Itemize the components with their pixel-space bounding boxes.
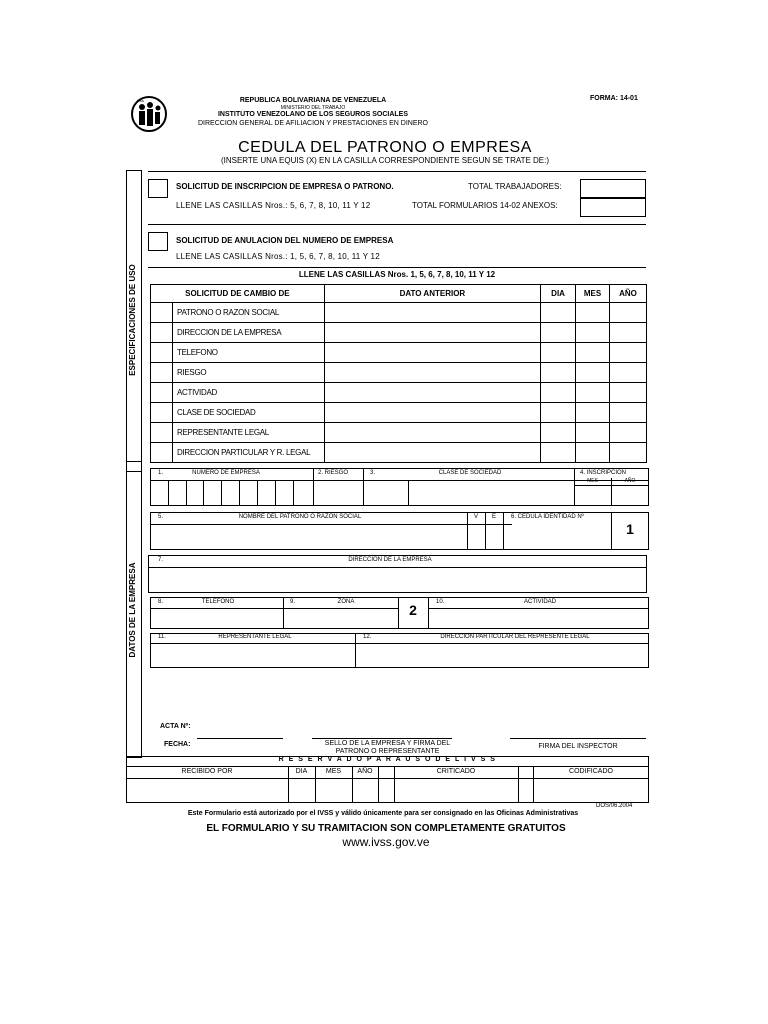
cambio-cell[interactable] xyxy=(541,303,576,323)
digit-cell xyxy=(168,480,169,506)
page-title: CEDULA DEL PATRONO O EMPRESA xyxy=(238,139,532,156)
cambio-cell[interactable] xyxy=(324,443,540,463)
cambio-cell[interactable] xyxy=(610,303,647,323)
cambio-cell[interactable] xyxy=(610,403,647,423)
cambio-llene: LLENE LAS CASILLAS Nros. 1, 5, 6, 7, 8, 10, 11 Y 12 xyxy=(298,270,496,279)
fields-row-5-divider xyxy=(150,524,512,525)
cambio-row-label: RIESGO xyxy=(172,363,320,382)
cambio-cell[interactable] xyxy=(541,343,576,363)
divider xyxy=(150,643,649,644)
field-5-label: NOMBRE DEL PATRONO O RAZON SOCIAL xyxy=(238,514,362,520)
footer-code: DOS/06.2004 xyxy=(596,803,633,809)
field-10-num: 10. xyxy=(436,599,445,605)
divider xyxy=(408,480,409,506)
field-9-num: 9. xyxy=(290,599,296,605)
cambio-row-label: PATRONO O RAZON SOCIAL xyxy=(172,303,320,322)
cambio-cell[interactable] xyxy=(576,423,610,443)
section-rule-1 xyxy=(148,224,646,225)
total-trabajadores-label: TOTAL TRABAJADORES: xyxy=(468,182,562,191)
cambio-cell[interactable] xyxy=(541,323,576,343)
side-divider-2 xyxy=(126,471,142,472)
cambio-cell[interactable] xyxy=(576,343,610,363)
table-row xyxy=(151,363,647,383)
cambio-row-label: TELEFONO xyxy=(172,343,320,362)
codificado-label: CODIFICADO xyxy=(569,768,613,775)
total-trabajadores-field[interactable] xyxy=(580,179,646,198)
field-4-label: 4. INSCRIPCION xyxy=(580,470,627,476)
table-row xyxy=(151,403,647,423)
total-formularios-field[interactable] xyxy=(580,198,646,217)
divider xyxy=(378,766,379,803)
field-12-label: DIRECCION PARTICULAR DEL REPRESENTE LEGAL xyxy=(440,634,590,640)
section-rule-2 xyxy=(148,267,646,268)
side-label-especificaciones: ESPECIFICACIONES DE USO xyxy=(128,264,137,376)
anulacion-checkbox[interactable] xyxy=(148,232,168,251)
marker-1: 1 xyxy=(626,521,634,537)
divider xyxy=(518,766,519,803)
cambio-cell[interactable] xyxy=(324,363,540,383)
cambio-table xyxy=(150,284,647,463)
anulacion-label: SOLICITUD DE ANULACION DEL NUMERO DE EMPRESA xyxy=(176,236,394,245)
ivss-logo-icon xyxy=(128,96,170,132)
fecha-label: FECHA: xyxy=(164,741,191,748)
header-direccion: DIRECCION GENERAL DE AFILIACION Y PRESTACIONES EN DINERO xyxy=(197,120,428,127)
footer-autorizado: Este Formulario está autorizado por el IVSS y válido únicamente para ser consignado en las Oficinas Administrativas xyxy=(187,810,579,817)
firma-inspector-label: FIRMA DEL INSPECTOR xyxy=(538,743,618,750)
reservado-mes: MES xyxy=(325,768,342,775)
field-8-label: TELEFONO xyxy=(201,599,235,605)
top-rule xyxy=(148,171,646,172)
digit-cell xyxy=(293,480,294,506)
marker-2: 2 xyxy=(409,602,417,618)
side-divider xyxy=(126,461,142,462)
divider xyxy=(150,608,398,609)
acta-label: ACTA Nº: xyxy=(160,723,191,730)
reservado-dia: DIA xyxy=(295,768,308,775)
digit-cell xyxy=(275,480,276,506)
cambio-header-solicitud: SOLICITUD DE CAMBIO DE xyxy=(151,285,325,303)
forma-code: FORMA: 14-01 xyxy=(590,95,638,102)
divider xyxy=(355,633,356,668)
digit-cell xyxy=(203,480,204,506)
cambio-cell[interactable] xyxy=(610,383,647,403)
cambio-cell[interactable] xyxy=(610,423,647,443)
field-v[interactable]: V xyxy=(473,514,478,520)
divider xyxy=(283,597,284,629)
digit-cell xyxy=(186,480,187,506)
field-4-mes: MES xyxy=(587,478,598,484)
digit-cell xyxy=(257,480,258,506)
cambio-cell[interactable] xyxy=(610,363,647,383)
footer-gratuitos: EL FORMULARIO Y SU TRAMITACION SON COMPLETAMENTE GRATUITOS xyxy=(206,823,566,834)
cambio-row-label: DIRECCION PARTICULAR Y R. LEGAL xyxy=(172,443,320,462)
inspector-line[interactable] xyxy=(510,738,646,739)
cambio-cell[interactable] xyxy=(324,423,540,443)
cambio-cell[interactable] xyxy=(324,343,540,363)
cambio-cell[interactable] xyxy=(576,303,610,323)
anulacion-llene: LLENE LAS CASILLAS Nros.: 1, 5, 6, 7, 8, 10, 11 Y 12 xyxy=(176,252,380,261)
field-3-label: CLASE DE SOCIEDAD xyxy=(438,470,502,476)
cambio-cell[interactable] xyxy=(576,403,610,423)
reservado-box xyxy=(126,756,649,803)
field-9-label: ZONA xyxy=(337,599,355,605)
field-e[interactable]: E xyxy=(491,514,496,520)
cambio-row-label: DIRECCION DE LA EMPRESA xyxy=(172,323,320,342)
divider xyxy=(503,512,504,550)
field-11-label: REPRESENTANTE LEGAL xyxy=(218,634,292,640)
field-11-num: 11. xyxy=(158,634,166,640)
field-7-label: DIRECCION DE LA EMPRESA xyxy=(348,557,432,563)
table-row xyxy=(151,383,647,403)
cambio-cell[interactable] xyxy=(610,443,647,463)
cambio-cell[interactable] xyxy=(324,323,540,343)
reservado-ano: AÑO xyxy=(357,768,373,775)
cambio-cell[interactable] xyxy=(610,343,647,363)
header-ministerio: MINISTERIO DEL TRABAJO xyxy=(280,105,346,111)
footer-web[interactable]: www.ivss.gov.ve xyxy=(342,835,430,849)
field-6-label: 6. CEDULA IDENTIDAD Nº xyxy=(511,514,584,520)
table-row xyxy=(151,303,647,323)
cambio-cell[interactable] xyxy=(576,383,610,403)
field-2-label: 2. RIESGO xyxy=(318,470,349,476)
divider xyxy=(126,802,649,803)
cambio-cell[interactable] xyxy=(541,363,576,383)
cambio-header-dato: DATO ANTERIOR xyxy=(324,285,540,303)
cambio-cell[interactable] xyxy=(576,323,610,343)
cambio-header-ano: AÑO xyxy=(610,285,647,303)
cambio-cell[interactable] xyxy=(541,443,576,463)
divider xyxy=(428,597,429,629)
divider xyxy=(363,468,364,506)
field-12-num: 12. xyxy=(363,634,372,640)
cambio-cell[interactable] xyxy=(576,363,610,383)
page-subtitle: (INSERTE UNA EQUIS (X) EN LA CASILLA CORRESPONDIENTE SEGUN SE TRATE DE:) xyxy=(220,156,550,165)
field-7-num: 7. xyxy=(158,557,164,563)
divider xyxy=(126,766,649,767)
field-5-num: 5. xyxy=(158,514,164,520)
cambio-cell[interactable] xyxy=(541,423,576,443)
table-row xyxy=(151,343,647,363)
divider xyxy=(428,608,649,609)
divider xyxy=(574,468,575,506)
field-1-label: NUMERO DE EMPRESA xyxy=(192,470,260,476)
side-label-datos: DATOS DE LA EMPRESA xyxy=(128,562,137,658)
table-row xyxy=(151,323,647,343)
ivss-logo xyxy=(128,96,170,132)
inscripcion-llene: LLENE LAS CASILLAS Nros.: 5, 6, 7, 8, 10, 11 Y 12 xyxy=(176,201,371,210)
cambio-cell[interactable] xyxy=(541,403,576,423)
criticado-label: CRITICADO xyxy=(436,768,476,775)
cambio-cell[interactable] xyxy=(324,383,540,403)
reservado-title: R E S E R V A D O P A R A U S O D E L I V S S xyxy=(278,756,497,763)
recibido-label: RECIBIDO POR xyxy=(181,768,233,775)
cambio-cell[interactable] xyxy=(324,303,540,323)
cambio-cell[interactable] xyxy=(541,383,576,403)
cambio-row-label: CLASE DE SOCIEDAD xyxy=(172,403,320,422)
acta-line[interactable] xyxy=(197,738,283,739)
inscripcion-label: SOLICITUD DE INSCRIPCION DE EMPRESA O PATRONO. xyxy=(176,182,394,191)
field-4-ano: AÑO xyxy=(624,478,636,484)
cambio-header-mes: MES xyxy=(576,285,610,303)
sello-line[interactable] xyxy=(312,738,452,739)
svg-text:ivss: ivss xyxy=(137,98,144,103)
digit-cell xyxy=(221,480,222,506)
field-8-num: 8. xyxy=(158,599,164,605)
header-instituto: INSTITUTO VENEZOLANO DE LOS SEGUROS SOCIALES xyxy=(217,111,409,118)
table-row xyxy=(151,443,647,463)
sello-label-2: PATRONO O REPRESENTANTE xyxy=(335,748,440,755)
table-row xyxy=(151,423,647,443)
cambio-cell[interactable] xyxy=(324,403,540,423)
field-1-num: 1. xyxy=(158,470,164,476)
cambio-header-row xyxy=(151,285,647,303)
field-3-num: 3. xyxy=(370,470,376,476)
cambio-cell[interactable] xyxy=(610,323,647,343)
cambio-cell[interactable] xyxy=(576,443,610,463)
digit-cell xyxy=(239,480,240,506)
cambio-row-label: REPRESENTANTE LEGAL xyxy=(172,423,320,442)
divider xyxy=(126,778,649,779)
fields-row-7-divider xyxy=(148,567,647,568)
cambio-row-label: ACTIVIDAD xyxy=(172,383,320,402)
field-10-label: ACTIVIDAD xyxy=(523,599,556,605)
header-republica: REPUBLICA BOLIVARIANA DE VENEZUELA xyxy=(239,97,387,104)
divider xyxy=(313,468,314,506)
cambio-header-dia: DIA xyxy=(541,285,576,303)
sello-label: SELLO DE LA EMPRESA Y FIRMA DEL xyxy=(324,740,451,747)
inscripcion-checkbox[interactable] xyxy=(148,179,168,198)
total-formularios-label: TOTAL FORMULARIOS 14-02 ANEXOS: xyxy=(412,201,558,210)
